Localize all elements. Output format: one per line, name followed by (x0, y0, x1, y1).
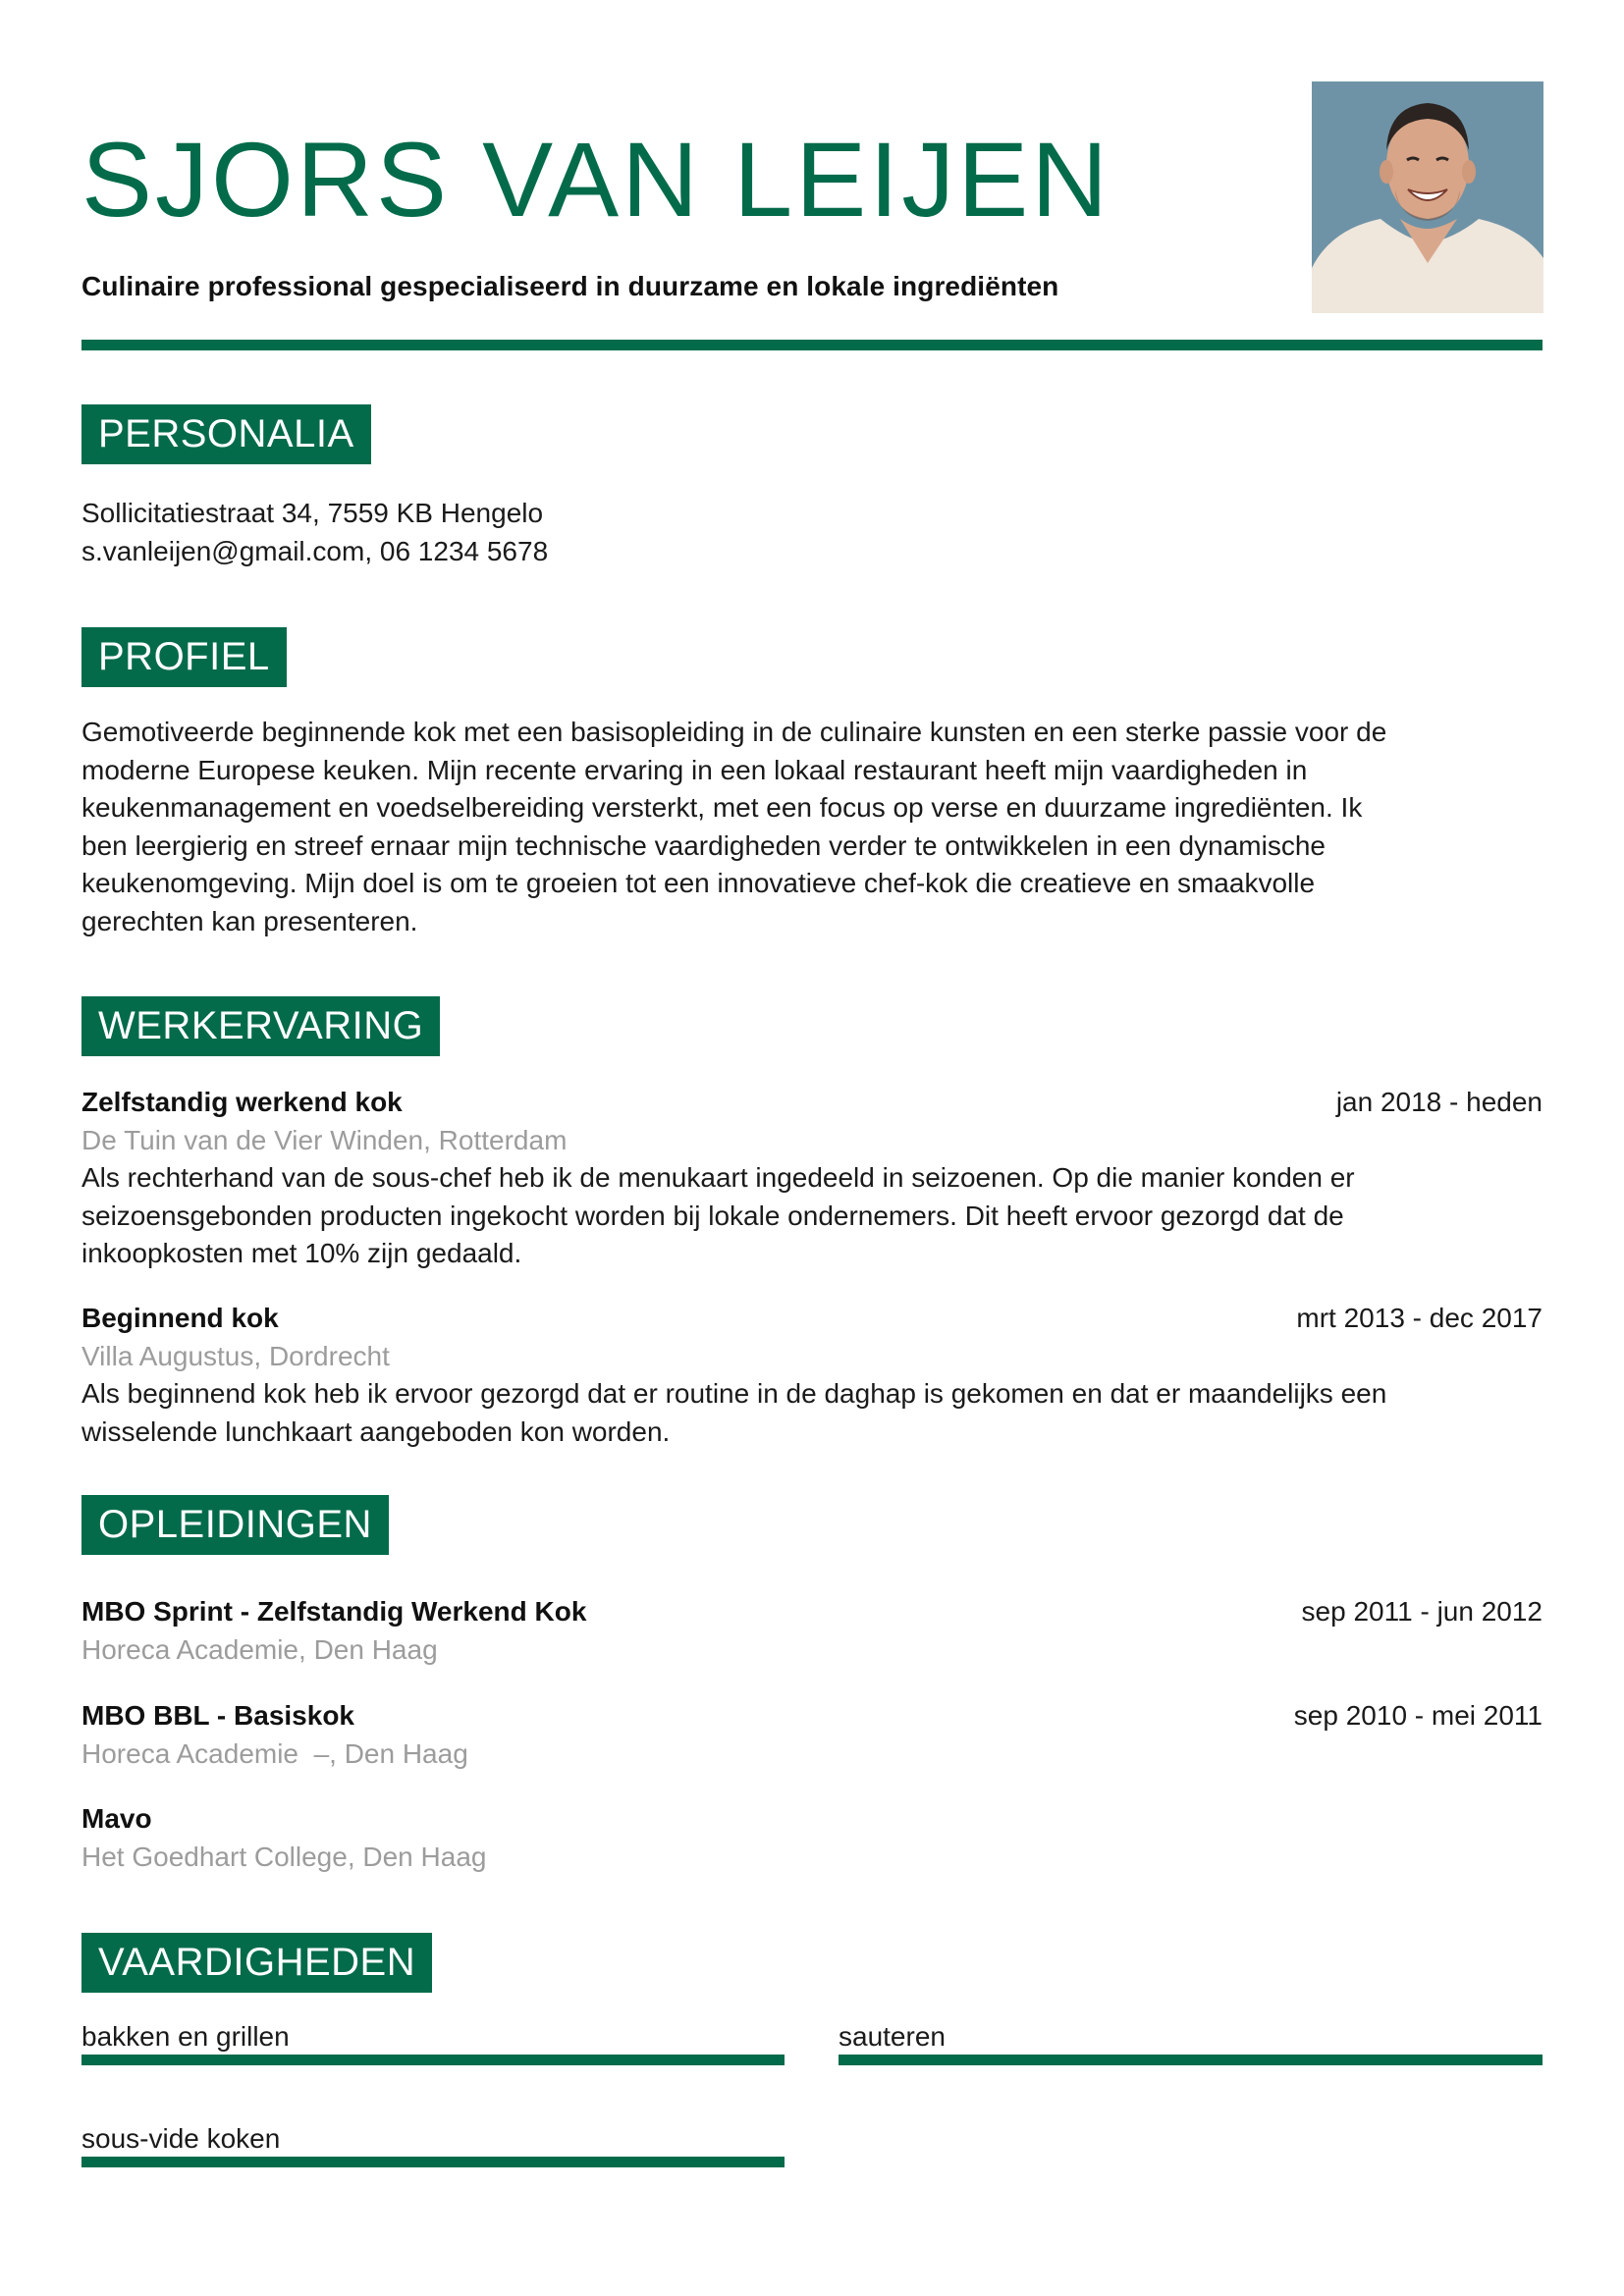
profile-line: ben leergierig en streef ernaar mijn technische vaardigheden verder te ontwikkelen in een dynamische (81, 829, 1326, 861)
job-title: Zelfstandig werkend kok (81, 1087, 403, 1117)
education-dates: sep 2011 - jun 2012 (1301, 1596, 1543, 1627)
job-description (81, 1159, 1554, 1273)
profile-line: keukenomgeving. Mijn doel is om te groeien tot een innovatieve chef-kok die creatieve en smaakvolle (81, 868, 1316, 899)
section-heading-vaardigheden: VAARDIGHEDEN (81, 1933, 432, 1993)
section-heading-werkervaring: WERKERVARING (81, 996, 440, 1056)
address-text: Sollicitatiestraat 34, 7559 KB Hengelo (81, 498, 544, 528)
education-title: MBO BBL - Basiskok (81, 1700, 354, 1731)
job-description-line: Als beginnend kok heb ik ervoor gezorgd dat er routine in de daghap is gekomen en dat er maandelijks een (81, 1378, 1387, 1409)
job-title: Beginnend kok (81, 1303, 279, 1333)
education-title: MBO Sprint - Zelfstandig Werkend Kok (81, 1596, 587, 1627)
portrait-image (1312, 81, 1543, 313)
job-company: Villa Augustus, Dordrecht (81, 1341, 390, 1371)
job-description-line: inkoopkosten met 10% zijn gedaald. (81, 1238, 522, 1269)
job-company: De Tuin van de Vier Winden, Rotterdam (81, 1125, 568, 1155)
skill-level-bar (81, 2157, 785, 2167)
skill-label: sauteren (839, 2021, 946, 2052)
education-school: Horeca Academie, Den Haag (81, 1634, 438, 1665)
skill-label: bakken en grillen (81, 2021, 290, 2052)
job-description-line: seizoensgebonden producten ingekocht worden bij lokale ondernemers. Dit heeft ervoor gezorgd dat de (81, 1200, 1344, 1231)
education-school: Het Goedhart College, Den Haag (81, 1842, 487, 1872)
section-heading-opleidingen: OPLEIDINGEN (81, 1495, 389, 1555)
profile-line: keukenmanagement en voedselbereiding versterkt, met een focus op verse en duurzame ingrediënten. Ik (81, 792, 1363, 824)
education-title: Mavo (81, 1803, 152, 1834)
job-dates: mrt 2013 - dec 2017 (1296, 1303, 1543, 1333)
profile-paragraph (81, 714, 1554, 941)
profile-line: gerechten kan presenteren. (81, 905, 418, 936)
skill-label: sous-vide koken (81, 2123, 281, 2154)
skill-level-bar (839, 2055, 1543, 2065)
skill-level-bar (81, 2055, 785, 2065)
contact-text: s.vanleijen@gmail.com, 06 1234 5678 (81, 536, 549, 566)
section-heading-personalia: PERSONALIA (81, 404, 371, 464)
job-description-line: wisselende lunchkaart aangeboden kon worden. (81, 1415, 671, 1447)
profile-line: moderne Europese keuken. Mijn recente ervaring in een lokaal restaurant heeft mijn vaardigheden in (81, 754, 1308, 785)
candidate-tagline: Culinaire professional gespecialiseerd in duurzame en lokale ingrediënten (81, 271, 1059, 301)
header-divider (81, 340, 1543, 350)
job-description-line: Als rechterhand van de sous-chef heb ik de menukaart ingedeeld in seizoenen. Op die manier konden er (81, 1162, 1355, 1193)
job-description (81, 1375, 1554, 1451)
job-dates: jan 2018 - heden (1335, 1087, 1543, 1117)
profile-photo (1312, 81, 1543, 313)
education-school: Horeca Academie –, Den Haag (81, 1738, 468, 1769)
section-heading-profiel: PROFIEL (81, 627, 287, 687)
profile-line: Gemotiveerde beginnende kok met een basisopleiding in de culinaire kunsten en een sterke passie voor de (81, 717, 1387, 747)
candidate-name: SJORS VAN LEIJEN (81, 120, 1111, 239)
education-dates: sep 2010 - mei 2011 (1293, 1700, 1543, 1731)
